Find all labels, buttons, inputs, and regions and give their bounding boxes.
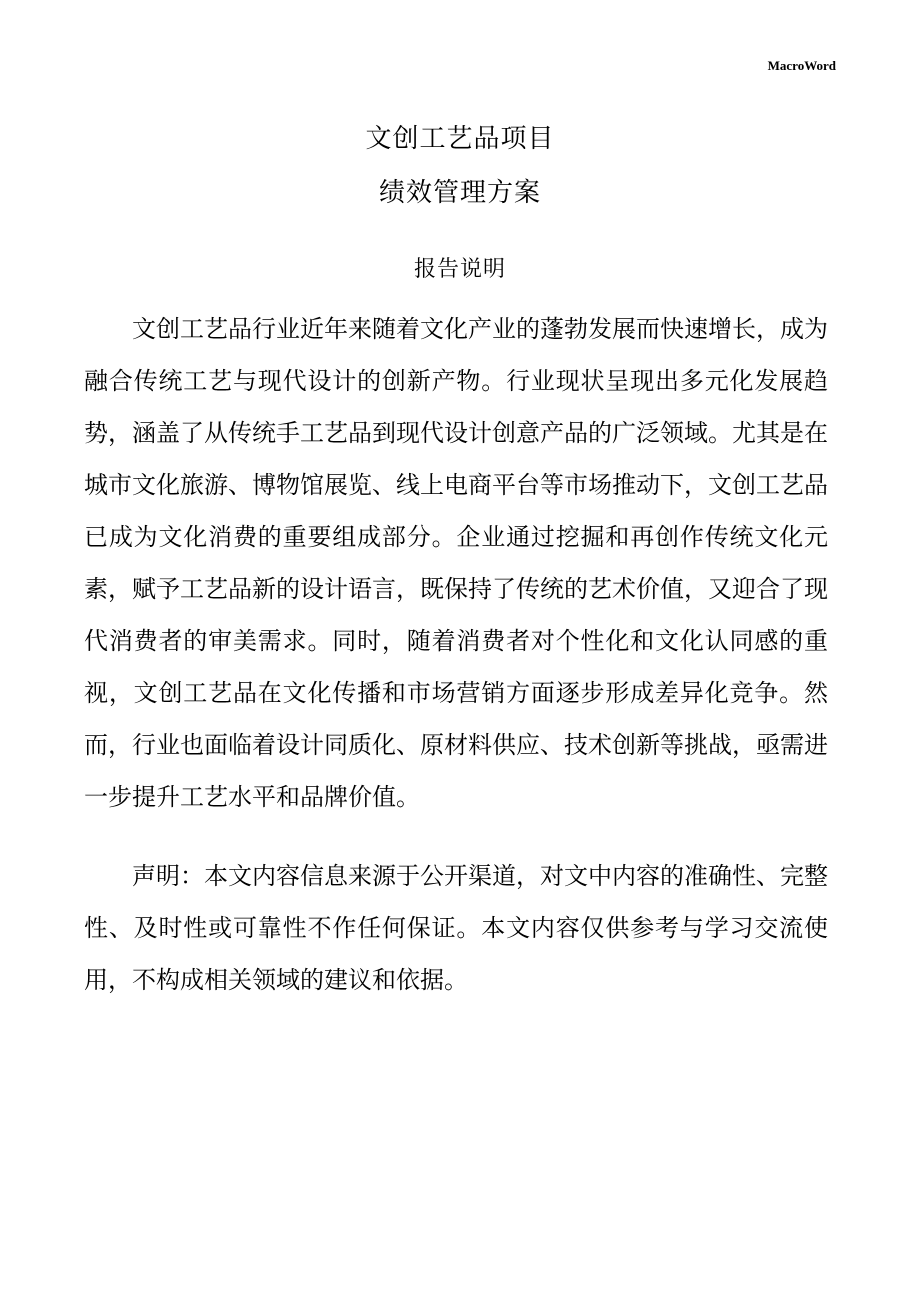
- body-paragraph-disclaimer: 声明：本文内容信息来源于公开渠道，对文中内容的准确性、完整性、及时性或可靠性不作任何保证。本文内容仅供参考与学习交流使用，不构成相关领域的建议和依据。: [84, 862, 828, 994]
- header-brand: MacroWord: [767, 58, 836, 73]
- body-paragraph-intro: 文创工艺品行业近年来随着文化产业的蓬勃发展而快速增长，成为融合传统工艺与现代设计的创新产物。行业现状呈现出多元化发展趋势，涵盖了从传统手工艺品到现代设计创意产品的广泛领域。尤其是在城市文化旅游、博物馆展览、线上电商平台等市场推动下，文创工艺品已成为文化消费的重要组成部分。企业通过挖掘和再创作传统文化元素，赋予工艺品新的设计语言，既保持了传统的艺术价值，又迎合了现代消费者的审美需求。同时，随着消费者对个性化和文化认同感的重视，文创工艺品在文化传播和市场营销方面逐步形成差异化竞争。然而，行业也面临着设计同质化、原材料供应、技术创新等挑战，亟需进一步提升工艺水平和品牌价值。: [84, 315, 828, 811]
- document-title-line2: 绩效管理方案: [378, 178, 541, 208]
- section-heading: 报告说明: [413, 257, 506, 282]
- document-title-line1: 文创工艺品项目: [365, 124, 555, 154]
